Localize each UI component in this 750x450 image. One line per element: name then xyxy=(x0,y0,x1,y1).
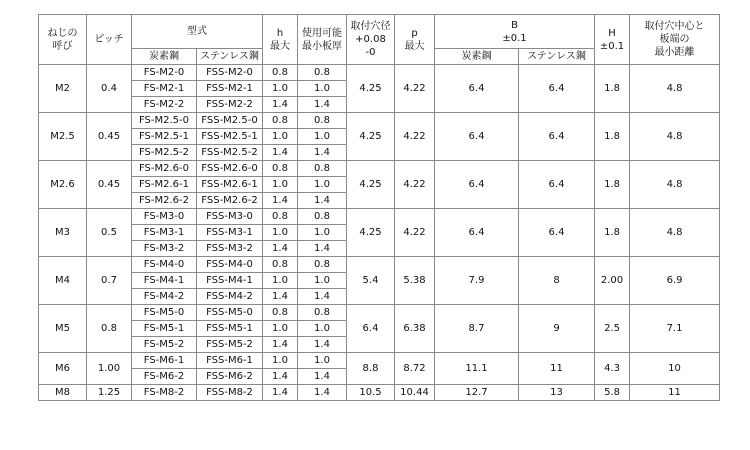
cell-min-thickness: 0.8 xyxy=(298,161,347,177)
cell-h: 1.4 xyxy=(263,241,298,257)
cell-min-thickness: 0.8 xyxy=(298,65,347,81)
cell-pitch: 0.45 xyxy=(87,113,132,161)
cell-pitch: 0.8 xyxy=(87,305,132,353)
cell-min-thickness: 1.4 xyxy=(298,145,347,161)
cell-min-thickness: 1.0 xyxy=(298,353,347,369)
cell-min-thickness: 0.8 xyxy=(298,113,347,129)
cell-p: 10.44 xyxy=(395,385,435,401)
cell-model-stainless: FSS-M2-2 xyxy=(197,97,263,113)
cell-model-carbon: FS-M2.5-0 xyxy=(132,113,197,129)
table-row xyxy=(39,113,720,129)
cell-hole-diameter: 4.25 xyxy=(347,161,395,209)
cell-min-thickness: 1.0 xyxy=(298,321,347,337)
cell-b-carbon: 8.7 xyxy=(435,305,519,353)
cell-h: 1.0 xyxy=(263,353,298,369)
cell-size: M2.6 xyxy=(39,161,87,209)
cell-h: 0.8 xyxy=(263,305,298,321)
table-row xyxy=(39,209,720,225)
cell-hole-diameter: 4.25 xyxy=(347,65,395,113)
cell-model-stainless: FSS-M2-1 xyxy=(197,81,263,97)
header-h: h 最大 xyxy=(263,15,298,65)
cell-h: 1.4 xyxy=(263,193,298,209)
cell-model-carbon: FS-M3-2 xyxy=(132,241,197,257)
cell-model-stainless: FSS-M2-0 xyxy=(197,65,263,81)
cell-size: M8 xyxy=(39,385,87,401)
cell-h: 1.4 xyxy=(263,97,298,113)
table-row xyxy=(39,257,720,273)
cell-model-carbon: FS-M2.5-2 xyxy=(132,145,197,161)
cell-model-carbon: FS-M3-1 xyxy=(132,225,197,241)
cell-min-thickness: 1.0 xyxy=(298,129,347,145)
cell-p: 4.22 xyxy=(395,113,435,161)
cell-pitch: 0.45 xyxy=(87,161,132,209)
header-b-carbon: 炭素鋼 xyxy=(435,49,519,65)
cell-size: M2 xyxy=(39,65,87,113)
cell-H: 5.8 xyxy=(595,385,630,401)
cell-model-carbon: FS-M5-1 xyxy=(132,321,197,337)
cell-H: 1.8 xyxy=(595,65,630,113)
cell-model-carbon: FS-M2-1 xyxy=(132,81,197,97)
cell-min-thickness: 1.0 xyxy=(298,225,347,241)
cell-p: 4.22 xyxy=(395,209,435,257)
cell-edge-distance: 4.8 xyxy=(630,209,720,257)
cell-b-carbon: 6.4 xyxy=(435,161,519,209)
header-size: ねじの 呼び xyxy=(39,15,87,65)
cell-edge-distance: 7.1 xyxy=(630,305,720,353)
cell-min-thickness: 1.0 xyxy=(298,81,347,97)
cell-model-stainless: FSS-M4-2 xyxy=(197,289,263,305)
cell-hole-diameter: 10.5 xyxy=(347,385,395,401)
cell-model-stainless: FSS-M3-0 xyxy=(197,209,263,225)
cell-min-thickness: 1.4 xyxy=(298,385,347,401)
cell-H: 1.8 xyxy=(595,161,630,209)
cell-b-stainless: 11 xyxy=(519,353,595,385)
table-row xyxy=(39,65,720,81)
cell-b-carbon: 11.1 xyxy=(435,353,519,385)
cell-h: 1.4 xyxy=(263,145,298,161)
cell-model-stainless: FSS-M5-0 xyxy=(197,305,263,321)
cell-hole-diameter: 8.8 xyxy=(347,353,395,385)
cell-min-thickness: 1.4 xyxy=(298,337,347,353)
cell-min-thickness: 0.8 xyxy=(298,305,347,321)
cell-pitch: 0.7 xyxy=(87,257,132,305)
cell-edge-distance: 11 xyxy=(630,385,720,401)
cell-model-stainless: FSS-M2.6-1 xyxy=(197,177,263,193)
cell-h: 1.0 xyxy=(263,129,298,145)
cell-size: M3 xyxy=(39,209,87,257)
cell-model-carbon: FS-M5-0 xyxy=(132,305,197,321)
cell-model-stainless: FSS-M4-0 xyxy=(197,257,263,273)
cell-H: 1.8 xyxy=(595,209,630,257)
header-b: B ±0.1 xyxy=(435,15,595,49)
cell-min-thickness: 0.8 xyxy=(298,257,347,273)
table-row xyxy=(39,161,720,177)
cell-b-stainless: 6.4 xyxy=(519,209,595,257)
table-row xyxy=(39,353,720,369)
header-model-stainless: ステンレス鋼 xyxy=(197,49,263,65)
cell-H: 2.00 xyxy=(595,257,630,305)
cell-h: 0.8 xyxy=(263,161,298,177)
cell-h: 0.8 xyxy=(263,113,298,129)
cell-b-carbon: 7.9 xyxy=(435,257,519,305)
header-p: p 最大 xyxy=(395,15,435,65)
cell-h: 1.0 xyxy=(263,177,298,193)
cell-p: 6.38 xyxy=(395,305,435,353)
cell-h: 1.4 xyxy=(263,289,298,305)
cell-b-stainless: 6.4 xyxy=(519,161,595,209)
cell-h: 1.0 xyxy=(263,225,298,241)
header-hole-diameter: 取付穴径 +0.08 -0 xyxy=(347,15,395,65)
cell-pitch: 0.5 xyxy=(87,209,132,257)
cell-min-thickness: 1.4 xyxy=(298,289,347,305)
cell-model-stainless: FSS-M3-2 xyxy=(197,241,263,257)
cell-model-carbon: FS-M2.6-1 xyxy=(132,177,197,193)
cell-size: M5 xyxy=(39,305,87,353)
cell-h: 1.0 xyxy=(263,273,298,289)
cell-edge-distance: 4.8 xyxy=(630,161,720,209)
cell-edge-distance: 10 xyxy=(630,353,720,385)
cell-edge-distance: 4.8 xyxy=(630,65,720,113)
cell-model-carbon: FS-M3-0 xyxy=(132,209,197,225)
cell-min-thickness: 1.4 xyxy=(298,369,347,385)
cell-model-carbon: FS-M2-0 xyxy=(132,65,197,81)
cell-b-carbon: 6.4 xyxy=(435,65,519,113)
table-row xyxy=(39,305,720,321)
cell-hole-diameter: 4.25 xyxy=(347,209,395,257)
cell-model-carbon: FS-M5-2 xyxy=(132,337,197,353)
cell-hole-diameter: 6.4 xyxy=(347,305,395,353)
cell-model-stainless: FSS-M6-2 xyxy=(197,369,263,385)
cell-h: 0.8 xyxy=(263,209,298,225)
cell-p: 5.38 xyxy=(395,257,435,305)
cell-min-thickness: 1.0 xyxy=(298,177,347,193)
cell-p: 4.22 xyxy=(395,65,435,113)
cell-hole-diameter: 4.25 xyxy=(347,113,395,161)
cell-b-stainless: 8 xyxy=(519,257,595,305)
cell-size: M4 xyxy=(39,257,87,305)
header-edge-distance: 取付穴中心と 板端の 最小距離 xyxy=(630,15,720,65)
cell-min-thickness: 1.0 xyxy=(298,273,347,289)
cell-b-carbon: 6.4 xyxy=(435,209,519,257)
cell-b-carbon: 6.4 xyxy=(435,113,519,161)
cell-h: 1.0 xyxy=(263,321,298,337)
cell-model-carbon: FS-M2.6-0 xyxy=(132,161,197,177)
cell-h: 1.4 xyxy=(263,369,298,385)
cell-h: 1.4 xyxy=(263,385,298,401)
cell-b-carbon: 12.7 xyxy=(435,385,519,401)
header-min-thickness: 使用可能 最小板厚 xyxy=(298,15,347,65)
cell-size: M2.5 xyxy=(39,113,87,161)
cell-p: 4.22 xyxy=(395,161,435,209)
cell-model-carbon: FS-M6-1 xyxy=(132,353,197,369)
cell-model-carbon: FS-M4-0 xyxy=(132,257,197,273)
cell-model-stainless: FSS-M4-1 xyxy=(197,273,263,289)
cell-model-stainless: FSS-M2.5-0 xyxy=(197,113,263,129)
cell-model-stainless: FSS-M2.5-2 xyxy=(197,145,263,161)
cell-h: 0.8 xyxy=(263,257,298,273)
cell-H: 4.3 xyxy=(595,353,630,385)
cell-model-stainless: FSS-M2.5-1 xyxy=(197,129,263,145)
cell-h: 1.4 xyxy=(263,337,298,353)
cell-model-stainless: FSS-M8-2 xyxy=(197,385,263,401)
spec-table xyxy=(38,14,720,401)
header-H: H ±0.1 xyxy=(595,15,630,65)
cell-pitch: 1.00 xyxy=(87,353,132,385)
header-b-stainless: ステンレス鋼 xyxy=(519,49,595,65)
cell-min-thickness: 1.4 xyxy=(298,97,347,113)
cell-h: 0.8 xyxy=(263,65,298,81)
cell-H: 2.5 xyxy=(595,305,630,353)
cell-h: 1.0 xyxy=(263,81,298,97)
header-model: 型式 xyxy=(132,15,263,49)
cell-model-carbon: FS-M8-2 xyxy=(132,385,197,401)
cell-b-stainless: 9 xyxy=(519,305,595,353)
cell-hole-diameter: 5.4 xyxy=(347,257,395,305)
table-row xyxy=(39,385,720,401)
cell-model-carbon: FS-M6-2 xyxy=(132,369,197,385)
cell-model-stainless: FSS-M2.6-2 xyxy=(197,193,263,209)
cell-model-carbon: FS-M2-2 xyxy=(132,97,197,113)
cell-model-carbon: FS-M2.6-2 xyxy=(132,193,197,209)
cell-pitch: 1.25 xyxy=(87,385,132,401)
header-pitch: ピッチ xyxy=(87,15,132,65)
cell-model-stainless: FSS-M5-2 xyxy=(197,337,263,353)
cell-b-stainless: 13 xyxy=(519,385,595,401)
cell-H: 1.8 xyxy=(595,113,630,161)
cell-model-stainless: FSS-M5-1 xyxy=(197,321,263,337)
cell-edge-distance: 4.8 xyxy=(630,113,720,161)
cell-model-carbon: FS-M4-2 xyxy=(132,289,197,305)
cell-b-stainless: 6.4 xyxy=(519,65,595,113)
cell-size: M6 xyxy=(39,353,87,385)
cell-min-thickness: 0.8 xyxy=(298,209,347,225)
cell-model-stainless: FSS-M3-1 xyxy=(197,225,263,241)
cell-edge-distance: 6.9 xyxy=(630,257,720,305)
cell-model-stainless: FSS-M2.6-0 xyxy=(197,161,263,177)
cell-p: 8.72 xyxy=(395,353,435,385)
cell-min-thickness: 1.4 xyxy=(298,241,347,257)
cell-min-thickness: 1.4 xyxy=(298,193,347,209)
cell-model-carbon: FS-M2.5-1 xyxy=(132,129,197,145)
header-model-carbon: 炭素鋼 xyxy=(132,49,197,65)
cell-model-stainless: FSS-M6-1 xyxy=(197,353,263,369)
cell-pitch: 0.4 xyxy=(87,65,132,113)
cell-model-carbon: FS-M4-1 xyxy=(132,273,197,289)
header-row xyxy=(39,15,720,49)
cell-b-stainless: 6.4 xyxy=(519,113,595,161)
